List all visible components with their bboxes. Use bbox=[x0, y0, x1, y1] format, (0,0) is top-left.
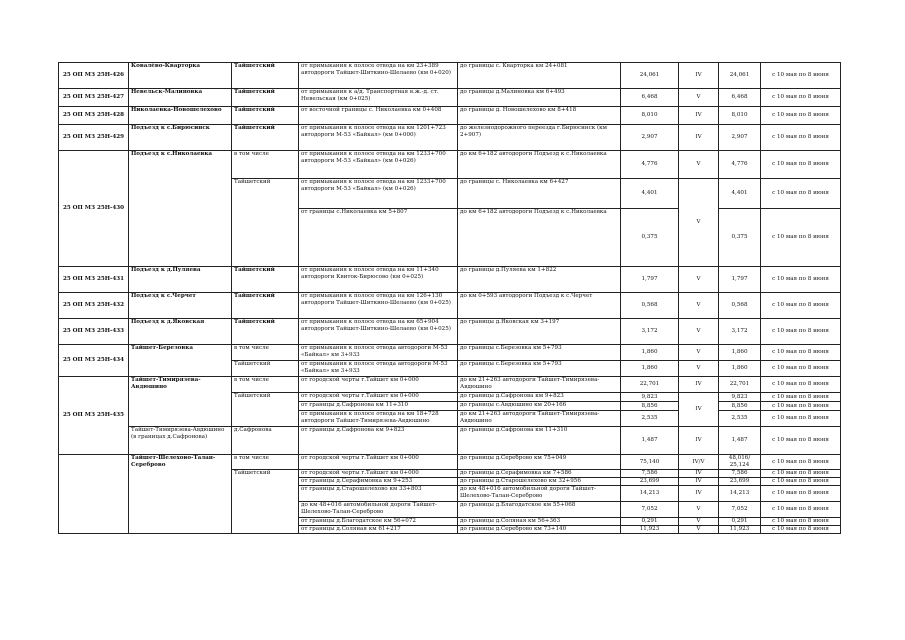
road-code: 25 ОП МЗ 25Н-431 bbox=[59, 267, 129, 293]
category-cell: V bbox=[679, 267, 719, 293]
length2-cell: 0,291 bbox=[719, 518, 761, 526]
length-cell: 23,699 bbox=[621, 478, 679, 486]
from-cell: от границы д.Серафимовка км 9+253 bbox=[299, 478, 458, 486]
length2-cell: 1,797 bbox=[719, 267, 761, 293]
length2-cell: 7,052 bbox=[719, 502, 761, 518]
road-name: Подъезд к д.Яковская bbox=[129, 319, 232, 345]
to-cell: до км 21+263 автодороги Тайшет-Тимирязева-Авдюшино bbox=[458, 377, 621, 393]
length2-cell: 24,061 bbox=[719, 63, 761, 89]
length2-cell: 3,172 bbox=[719, 319, 761, 345]
category-cell: IV bbox=[679, 125, 719, 151]
district-cell: в том числе bbox=[232, 455, 299, 470]
length-cell: 9,823 bbox=[621, 393, 679, 402]
length2-cell: 8,010 bbox=[719, 107, 761, 125]
from-cell: от городской черты г.Тайшет км 0+000 bbox=[299, 377, 458, 393]
category-cell: IV bbox=[679, 63, 719, 89]
category-cell: V bbox=[679, 179, 719, 267]
category-cell: V bbox=[679, 293, 719, 319]
from-cell: до км 48+016 автомобильной дороги Тайшет-Шелехово-Талан-Сереброво bbox=[299, 502, 458, 518]
category-cell: IV bbox=[679, 427, 719, 455]
length2-cell: 6,468 bbox=[719, 89, 761, 107]
road-name: Тайшет-Березовка bbox=[129, 345, 232, 377]
from-cell: от примыкания к полосе отвода на км 1201+723 автодороги М-53 «Байкал» (км 0+000) bbox=[299, 125, 458, 151]
road-name: Невельск-Малиновка bbox=[129, 89, 232, 107]
to-cell: до границы д.Серафимовка км 7+586 bbox=[458, 470, 621, 478]
period-cell: с 10 мая по 8 июня bbox=[761, 402, 841, 411]
length-cell: 1,860 bbox=[621, 361, 679, 377]
to-cell: до границы с.Березовка км 5+793 bbox=[458, 345, 621, 361]
district-cell: Тайшетский bbox=[232, 393, 299, 427]
length-cell: 4,401 bbox=[621, 179, 679, 209]
period-cell: с 10 мая по 8 июня bbox=[761, 151, 841, 179]
to-cell: до границы д.Малиновка км 6+493 bbox=[458, 89, 621, 107]
period-cell: с 10 мая по 8 июня bbox=[761, 470, 841, 478]
category-cell: IV bbox=[679, 470, 719, 478]
length-cell: 0,291 bbox=[621, 518, 679, 526]
road-name: Подъезд к д.Пуляева bbox=[129, 267, 232, 293]
length-cell: 0,375 bbox=[621, 209, 679, 267]
from-cell: от примыкания к полосе отвода на км 1233+700 автодороги М-53 «Байкал» (км 0+026) bbox=[299, 179, 458, 209]
road-code: 25 ОП МЗ 25Н-435 bbox=[59, 377, 129, 455]
table-row bbox=[59, 151, 841, 179]
length-cell: 14,213 bbox=[621, 486, 679, 502]
from-cell: от примыкания к а/д. Транспортная в.ж.-д. ст. Невельская (км 0+025) bbox=[299, 89, 458, 107]
length2-cell: 2,907 bbox=[719, 125, 761, 151]
period-cell: с 10 мая по 8 июня bbox=[761, 427, 841, 455]
period-cell: с 10 мая по 8 июня bbox=[761, 209, 841, 267]
category-cell: IV/V bbox=[679, 455, 719, 470]
period-cell: с 10 мая по 8 июня bbox=[761, 361, 841, 377]
from-cell: от городской черты г.Тайшет км 0+000 bbox=[299, 455, 458, 470]
district-cell: Тайшетский bbox=[232, 293, 299, 319]
document-page bbox=[58, 62, 840, 534]
length-cell: 1,797 bbox=[621, 267, 679, 293]
from-cell: от границы д.Благодатское км 56+072 bbox=[299, 518, 458, 526]
road-code: 25 ОП МЗ 25Н-433 bbox=[59, 319, 129, 345]
road-code bbox=[59, 455, 129, 534]
from-cell: от примыкания к полосе отвода на км 1233+700 автодороги М-53 «Байкал» (км 0+026) bbox=[299, 151, 458, 179]
period-cell: с 10 мая по 8 июня bbox=[761, 293, 841, 319]
period-cell: с 10 мая по 8 июня bbox=[761, 377, 841, 393]
category-cell: V bbox=[679, 361, 719, 377]
from-cell: от примыкания к полосе отвода на км 18+728 автодороги Тайшет-Тимирязева-Авдюшино bbox=[299, 411, 458, 427]
length-cell: 8,856 bbox=[621, 402, 679, 411]
road-name: Подъезд к с.Черчет bbox=[129, 293, 232, 319]
period-cell: с 10 мая по 8 июня bbox=[761, 526, 841, 534]
to-cell: до железнодорожного переезда г.Бирюсинск (км 2+907) bbox=[458, 125, 621, 151]
from-cell: от примыкания к полосе отвода на км 11+340 автодороги Квиток-Бирюсово (км 0+025) bbox=[299, 267, 458, 293]
category-cell: IV bbox=[679, 486, 719, 502]
length2-cell: 1,487 bbox=[719, 427, 761, 455]
to-cell: до границы д. Новошелехово км 8+418 bbox=[458, 107, 621, 125]
to-cell: до границы с. Кварторка км 24+081 bbox=[458, 63, 621, 89]
length2-cell: 1,860 bbox=[719, 361, 761, 377]
length-cell: 7,052 bbox=[621, 502, 679, 518]
length2-cell: 11,923 bbox=[719, 526, 761, 534]
period-cell: с 10 мая по 8 июня bbox=[761, 486, 841, 502]
length-cell: 4,776 bbox=[621, 151, 679, 179]
length-cell: 8,010 bbox=[621, 107, 679, 125]
to-cell: до границы д.Старошелехово км 32+956 bbox=[458, 478, 621, 486]
length2-cell: 0,375 bbox=[719, 209, 761, 267]
length2-cell: 48,016/ 25,124 bbox=[719, 455, 761, 470]
to-cell: до границы с.Березовка км 5+793 bbox=[458, 361, 621, 377]
length-cell: 1,487 bbox=[621, 427, 679, 455]
to-cell: до км 0+593 автодороги Подъезд к с.Черчет bbox=[458, 293, 621, 319]
period-cell: с 10 мая по 8 июня bbox=[761, 63, 841, 89]
table-row bbox=[59, 267, 841, 293]
period-cell: с 10 мая по 8 июня bbox=[761, 319, 841, 345]
district-cell: Тайшетский bbox=[232, 63, 299, 89]
to-cell: до км 21+263 автодороги Тайшет-Тимирязева-Авдюшино bbox=[458, 411, 621, 427]
road-code: 25 ОП МЗ 25Н-426 bbox=[59, 63, 129, 89]
table-row bbox=[59, 89, 841, 107]
from-cell: от границы д.Сафронова км 9+823 bbox=[299, 427, 458, 455]
length-cell: 2,907 bbox=[621, 125, 679, 151]
category-cell: V bbox=[679, 345, 719, 361]
to-cell: до границы д.Яковская км 3+197 bbox=[458, 319, 621, 345]
period-cell: с 10 мая по 8 июня bbox=[761, 518, 841, 526]
period-cell: с 10 мая по 8 июня bbox=[761, 345, 841, 361]
from-cell: от городской черты г.Тайшет км 0+000 bbox=[299, 393, 458, 402]
to-cell: до границы д.Соляная км 56+363 bbox=[458, 518, 621, 526]
length-cell: 2,535 bbox=[621, 411, 679, 427]
road-code: 25 ОП МЗ 25Н-429 bbox=[59, 125, 129, 151]
to-cell: до границы д.Сафронова км 9+823 bbox=[458, 393, 621, 402]
period-cell: с 10 мая по 8 июня bbox=[761, 179, 841, 209]
table-row bbox=[59, 293, 841, 319]
road-register-table bbox=[58, 62, 841, 534]
period-cell: с 10 мая по 8 июня bbox=[761, 107, 841, 125]
length-cell: 24,061 bbox=[621, 63, 679, 89]
length2-cell: 14,213 bbox=[719, 486, 761, 502]
category-cell: IV bbox=[679, 377, 719, 393]
road-code: 25 ОП МЗ 25Н-427 bbox=[59, 89, 129, 107]
length-cell: 1,860 bbox=[621, 345, 679, 361]
length-cell: 22,701 bbox=[621, 377, 679, 393]
district-cell: в том числе bbox=[232, 151, 299, 179]
period-cell: с 10 мая по 8 июня bbox=[761, 267, 841, 293]
category-cell: IV bbox=[679, 107, 719, 125]
road-code: 25 ОП МЗ 25Н-428 bbox=[59, 107, 129, 125]
from-cell: от примыкания к полосе отвода на км 126+130 автодороги Тайшет-Шиткино-Шелаево (км 0+025) bbox=[299, 293, 458, 319]
district-cell: Тайшетский bbox=[232, 107, 299, 125]
category-cell: V bbox=[679, 89, 719, 107]
length2-cell: 22,701 bbox=[719, 377, 761, 393]
from-cell: от границы д.Старошелехово км 33+803 bbox=[299, 486, 458, 502]
from-cell: от городской черты г.Тайшет км 0+000 bbox=[299, 470, 458, 478]
from-cell: от примыкания к полосе отвода на км 23+389 автодороги Тайшет-Шиткино-Шелаево (км 0+020) bbox=[299, 63, 458, 89]
district-cell: в том числе bbox=[232, 377, 299, 393]
period-cell: с 10 мая по 8 июня bbox=[761, 455, 841, 470]
category-cell: V bbox=[679, 319, 719, 345]
district-cell: Тайшетский bbox=[232, 125, 299, 151]
category-cell: IV bbox=[679, 478, 719, 486]
length2-cell: 7,586 bbox=[719, 470, 761, 478]
category-cell: IV bbox=[679, 393, 719, 427]
length2-cell: 9,823 bbox=[719, 393, 761, 402]
period-cell: с 10 мая по 8 июня bbox=[761, 411, 841, 427]
to-cell: до границы д.Сафронова км 11+310 bbox=[458, 427, 621, 455]
category-cell: V bbox=[679, 502, 719, 518]
from-cell: от границы д.Сафронова км 11+310 bbox=[299, 402, 458, 411]
district-cell: Тайшетский bbox=[232, 361, 299, 377]
from-cell: от примыкания к полосе отвода автодороги М-53 «Байкал» км 3+933 bbox=[299, 345, 458, 361]
road-name: Ковалёво-Кварторка bbox=[129, 63, 232, 89]
to-cell: до км 6+182 автодороги Подъезд к с.Николаевка bbox=[458, 151, 621, 179]
from-cell: от восточной границы с. Николаевка км 0+408 bbox=[299, 107, 458, 125]
from-cell: от примыкания к полосе отвода автодороги М-53 «Байкал» км 3+933 bbox=[299, 361, 458, 377]
road-code: 25 ОП МЗ 25Н-430 bbox=[59, 151, 129, 267]
length2-cell: 2,535 bbox=[719, 411, 761, 427]
district-cell: Тайшетский bbox=[232, 470, 299, 534]
district-cell: в том числе bbox=[232, 345, 299, 361]
to-cell: до границы с.Авдюшино км 20+166 bbox=[458, 402, 621, 411]
category-cell: V bbox=[679, 518, 719, 526]
length-cell: 0,568 bbox=[621, 293, 679, 319]
to-cell: до границы д.Сереброво км 75+049 bbox=[458, 455, 621, 470]
to-cell: до км 6+182 автодороги Подъезд к с.Николаевка bbox=[458, 209, 621, 267]
table-row bbox=[59, 345, 841, 361]
from-cell: от границы д.Соляная км 61+217 bbox=[299, 526, 458, 534]
period-cell: с 10 мая по 8 июня bbox=[761, 393, 841, 402]
table-row bbox=[59, 377, 841, 393]
road-name: Тайшет-Шелехово-Талан-Сереброво bbox=[129, 455, 232, 534]
district-cell: Тайшетский bbox=[232, 267, 299, 293]
table-row bbox=[59, 125, 841, 151]
to-cell: до границы д.Сереброво км 73+140 bbox=[458, 526, 621, 534]
road-name: Тайшет-Тимирязева-Авдюшино bbox=[129, 377, 232, 427]
length-cell: 75,140 bbox=[621, 455, 679, 470]
period-cell: с 10 мая по 8 июня bbox=[761, 125, 841, 151]
length-cell: 7,586 bbox=[621, 470, 679, 478]
length2-cell: 23,699 bbox=[719, 478, 761, 486]
table-row bbox=[59, 427, 841, 455]
table-row bbox=[59, 319, 841, 345]
to-cell: до км 48+016 автомобильной дороги Тайшет-Шелехово-Талан-Сереброво bbox=[458, 486, 621, 502]
road-name: Подъезд к с.Бирюсинск bbox=[129, 125, 232, 151]
road-code: 25 ОП МЗ 25Н-432 bbox=[59, 293, 129, 319]
table-row bbox=[59, 455, 841, 470]
table-row bbox=[59, 107, 841, 125]
to-cell: до границы д.Пуляева км 1+822 bbox=[458, 267, 621, 293]
length-cell: 3,172 bbox=[621, 319, 679, 345]
road-name: Николаевка-Новошелехово bbox=[129, 107, 232, 125]
road-name-segment: Тайшет-Тимирязева-Авдюшино (в границах д.Сафронова) bbox=[129, 427, 232, 455]
to-cell: до границы с. Николаевка км 6+427 bbox=[458, 179, 621, 209]
district-cell: д.Сафронова bbox=[232, 427, 299, 455]
period-cell: с 10 мая по 8 июня bbox=[761, 89, 841, 107]
period-cell: с 10 мая по 8 июня bbox=[761, 478, 841, 486]
district-cell: Тайшетский bbox=[232, 89, 299, 107]
length2-cell: 8,856 bbox=[719, 402, 761, 411]
road-code: 25 ОП МЗ 25Н-434 bbox=[59, 345, 129, 377]
district-cell: Тайшетский bbox=[232, 319, 299, 345]
length2-cell: 4,401 bbox=[719, 179, 761, 209]
district-cell: Тайшетский bbox=[232, 179, 299, 267]
length2-cell: 4,776 bbox=[719, 151, 761, 179]
table-row bbox=[59, 63, 841, 89]
period-cell: с 10 мая по 8 июня bbox=[761, 502, 841, 518]
length2-cell: 0,568 bbox=[719, 293, 761, 319]
from-cell: от границы с.Николаевка км 5+807 bbox=[299, 209, 458, 267]
road-name: Подъезд к с.Николаевка bbox=[129, 151, 232, 267]
category-cell: V bbox=[679, 526, 719, 534]
length-cell: 6,468 bbox=[621, 89, 679, 107]
length2-cell: 1,860 bbox=[719, 345, 761, 361]
from-cell: от примыкания к полосе отвода на км 65+904 автодороги Тайшет-Шиткино-Шелаево (км 0+025) bbox=[299, 319, 458, 345]
to-cell: до границы д.Благодатское км 55+068 bbox=[458, 502, 621, 518]
category-cell: V bbox=[679, 151, 719, 179]
length-cell: 11,923 bbox=[621, 526, 679, 534]
